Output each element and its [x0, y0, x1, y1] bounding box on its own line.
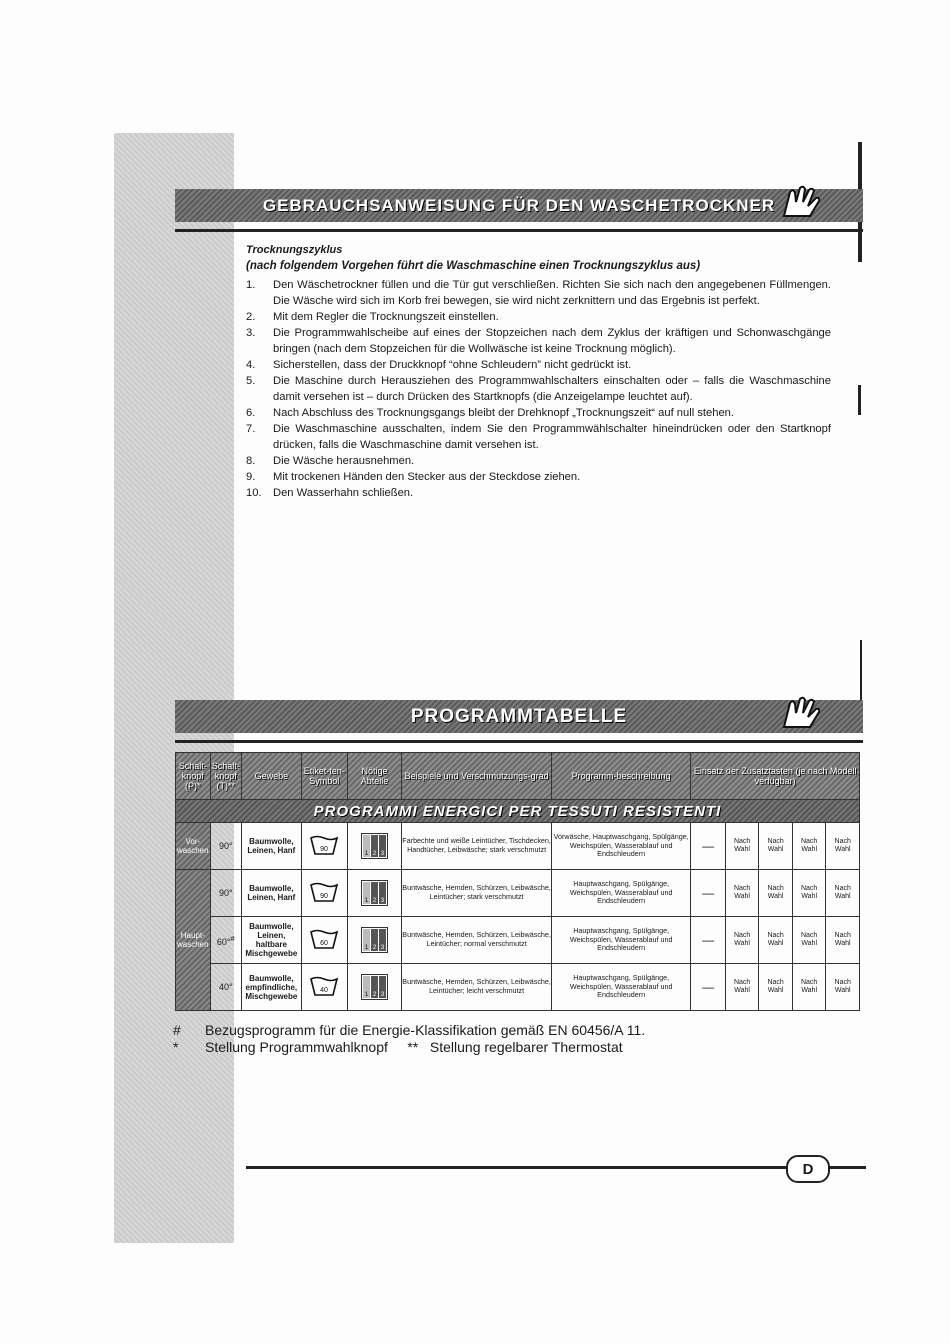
- table-row: Haupt-waschen 90° Baumwolle, Leinen, Hanf 90 1 2 3 Buntwäsche, Hemden, Schürzen, Leibwäsche, Leintücher; stark verschmutzt Hauptwaschgang, Spülgänge, Weichspülen, Wasserablauf und Endschleudern — Nach Wahl Nach Wahl Nach Wahl Nach Wahl: [176, 870, 860, 917]
- col-extra: Einsatz der Zusatztasten (je nach Modell verfügbar): [691, 753, 860, 800]
- bins-icon: 1 2 3: [361, 880, 388, 906]
- step-item: 6. Nach Abschluss des Trocknungsgangs bleibt der Drehknopf „Trocknungszeit“ auf null stehen.: [246, 407, 735, 419]
- washtub-icon: [309, 834, 339, 856]
- footnote: # Bezugsprogramm für die Energie-Klassifikation gemäß EN 60456/A 11.: [173, 1022, 646, 1038]
- svg-text:90: 90: [320, 893, 329, 900]
- col-examples: Beispiele und Verschmutzungs-grad: [402, 753, 552, 800]
- table-row: 40° Baumwolle, empfindliche, Mischgewebe 40 1 2 3 Buntwäsche, Hemden, Schürzen, Leibwäsche, Leintücher; leicht verschmutzt Hauptwaschgang, Spülgänge, Weichspülen, Wasserablauf und Endschleudern — Nach Wahl Nach Wahl Nach Wahl Nach Wahl: [176, 964, 860, 1011]
- step-item: 3. Die Programmwahlscheibe auf eines der Stopzeichen nach dem Zyklus der kräftigen und Schonwaschgänge bringen (nach dem Stopzeichen für die Wollwäsche ist keine Trocknung möglich).: [246, 327, 831, 355]
- col-bins: Nötige Abteile: [347, 753, 401, 800]
- footer-rule: [826, 1166, 866, 1169]
- step-item: 7. Die Waschmaschine ausschalten, indem Sie den Programmwählschalter hineindrücken oder den Startknopf drücken, falls die Waschmaschine damit versehen ist.: [246, 423, 831, 451]
- washtub-icon: [309, 928, 339, 950]
- bins-icon: 1 2 3: [361, 974, 388, 1000]
- energy-row: [176, 800, 860, 823]
- svg-text:90: 90: [320, 846, 329, 853]
- svg-text:60: 60: [320, 940, 329, 947]
- hand-icon: [776, 182, 826, 222]
- hand-icon: [776, 693, 826, 733]
- table-row: Vor-waschen 90° Baumwolle, Leinen, Hanf 90 1 2 3 Farbechte und weiße Leintücher, Tischdecken, Handtücher, Leibwäsche; stark verschmutzt Vorwäsche, Hauptwaschgang, Spülgänge, Weichspülen, Wasserablauf und Endschleudern — Nach Wahl Nach Wahl Nach Wahl Nach Wahl: [176, 823, 860, 870]
- program-table: [175, 752, 860, 1011]
- step-item: 10. Den Wasserhahn schließen.: [246, 487, 414, 499]
- drying-title: Trocknungszyklus: [246, 244, 343, 256]
- col-desc: Programm-beschreibung: [552, 753, 691, 800]
- step-item: 2. Mit dem Regler die Trocknungszeit einstellen.: [246, 311, 499, 323]
- footnotes: [173, 1022, 645, 1056]
- col-fabric: Gewebe: [241, 753, 301, 800]
- footer-rule: [246, 1166, 786, 1169]
- energy-label: PROGRAMMI ENERGICI PER TESSUTI RESISTENTI: [176, 800, 860, 823]
- col-label: Etiket-ten-Symbol: [301, 753, 347, 800]
- col-p: Schalt-knopf (P)*: [176, 753, 211, 800]
- step-item: 1. Den Wäschetrockner füllen und die Tür gut verschließen. Richten Sie sich nach den angegebenen Füllmengen. Die Wäsche wird sich im Korb frei bewegen, sie wird nicht zerknittern und das Ergebnis ist perfekt.: [246, 279, 831, 307]
- program-title: PROGRAMMTABELLE: [410, 705, 628, 727]
- table-header: [176, 753, 860, 800]
- step-item: 5. Die Maschine durch Herausziehen des Programmwahlschalters einschalten oder – falls die Waschmaschine damit versehen ist – durch Drücken des Startknopfs (die Anzeigelampe leuchtet auf).: [246, 375, 831, 403]
- header-title: GEBRAUCHSANWEISUNG FÜR DEN WASCHETROCKNER: [262, 195, 776, 215]
- margin-mark: [858, 385, 861, 415]
- step-item: 9. Mit trockenen Händen den Stecker aus der Steckdose ziehen.: [246, 471, 581, 483]
- col-t: Schalt-knopf (T)**: [210, 753, 241, 800]
- svg-text:40: 40: [320, 987, 329, 994]
- washtub-icon: [309, 881, 339, 903]
- drying-steps: [246, 277, 831, 501]
- header-rule: [175, 229, 863, 232]
- washtub-icon: [309, 975, 339, 997]
- footnote: * Stellung Programmwahlknopf ** Stellung regelbarer Thermostat: [173, 1039, 623, 1055]
- step-item: 8. Die Wäsche herausnehmen.: [246, 455, 415, 467]
- program-rule: [175, 740, 863, 743]
- program-banner: [175, 700, 863, 733]
- page-letter-badge: D: [786, 1155, 830, 1183]
- bins-icon: 1 2 3: [361, 833, 388, 859]
- header-banner: [175, 189, 863, 222]
- page-shade: [114, 133, 234, 1243]
- drying-subtitle: (nach folgendem Vorgehen führt die Waschmaschine einen Trocknungszyklus aus): [246, 260, 701, 272]
- step-item: 4. Sicherstellen, dass der Druckknopf “ohne Schleudern” nicht gedrückt ist.: [246, 359, 632, 371]
- position-vor: Vor-waschen: [176, 823, 211, 870]
- table-row: 60°# Baumwolle, Leinen, haltbare Mischgewebe 60 1 2 3 Buntwäsche, Hemden, Schürzen, Leibwäsche, Leintücher; normal verschmutzt Hauptwaschgang, Spülgänge, Weichspülen, Wasserablauf und Endschleudern — Nach Wahl Nach Wahl Nach Wahl Nach Wahl: [176, 917, 860, 964]
- bins-icon: 1 2 3: [361, 927, 388, 953]
- position-haupt: Haupt-waschen: [176, 870, 211, 1011]
